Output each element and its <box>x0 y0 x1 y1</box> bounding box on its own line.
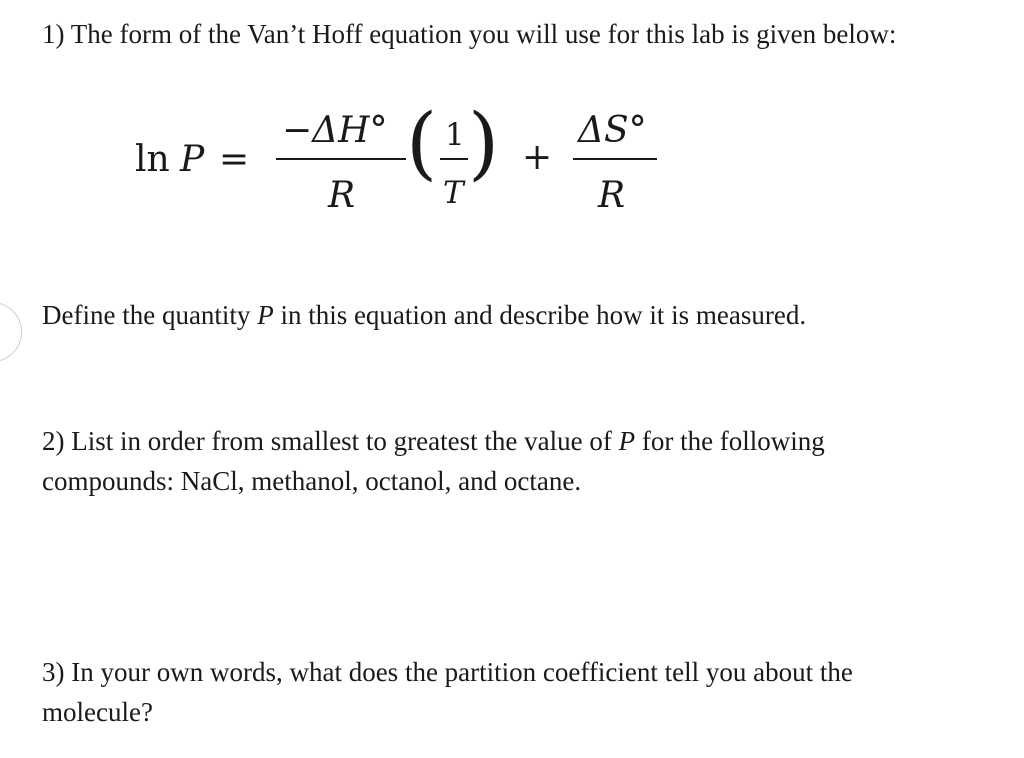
q2-var-p: P <box>618 426 636 456</box>
eq-numerator-delta-h: −ΔH° <box>282 110 388 151</box>
eq-equals: = <box>219 139 250 180</box>
eq-denominator-r-1: R <box>328 175 356 216</box>
define-p-question <box>42 295 806 335</box>
eq-fraction-bar-2 <box>573 158 657 160</box>
question-1-text: 1) The form of the Van’t Hoff equation you will use for this lab is given below: <box>42 19 897 49</box>
eq-fraction-bar-1 <box>276 158 406 160</box>
eq-paren-open: ( <box>406 96 438 189</box>
question-3-text <box>42 652 853 732</box>
vant-hoff-equation <box>0 0 1024 260</box>
define-before: Define the quantity <box>42 300 258 330</box>
eq-numerator-delta-s: ΔS° <box>578 110 647 151</box>
q2-after: for the following <box>635 426 825 456</box>
question-2-text <box>42 421 825 501</box>
define-after: in this equation and describe how it is measured. <box>273 300 807 330</box>
define-var-p: P <box>257 300 274 330</box>
eq-denominator-r-2: R <box>598 175 626 216</box>
eq-ln: ln <box>135 139 170 180</box>
question-3-line-1: 3) In your own words, what does the partition coefficient tell you about the <box>42 657 853 687</box>
question-2-line-1 <box>42 421 825 461</box>
eq-paren-close: ) <box>468 96 500 189</box>
eq-inner-denominator: T <box>443 175 464 211</box>
eq-plus: + <box>522 137 553 178</box>
question-2-line-2: compounds: NaCl, methanol, octanol, and octane. <box>42 466 582 496</box>
edge-circle-decoration <box>0 302 22 362</box>
eq-inner-numerator: 1 <box>445 117 465 153</box>
q2-before: 2) List in order from smallest to greatest the value of <box>42 426 619 456</box>
question-3-line-2: molecule? <box>42 697 153 727</box>
eq-lhs-p: P <box>180 139 205 180</box>
eq-fraction-bar-inner <box>440 158 468 160</box>
